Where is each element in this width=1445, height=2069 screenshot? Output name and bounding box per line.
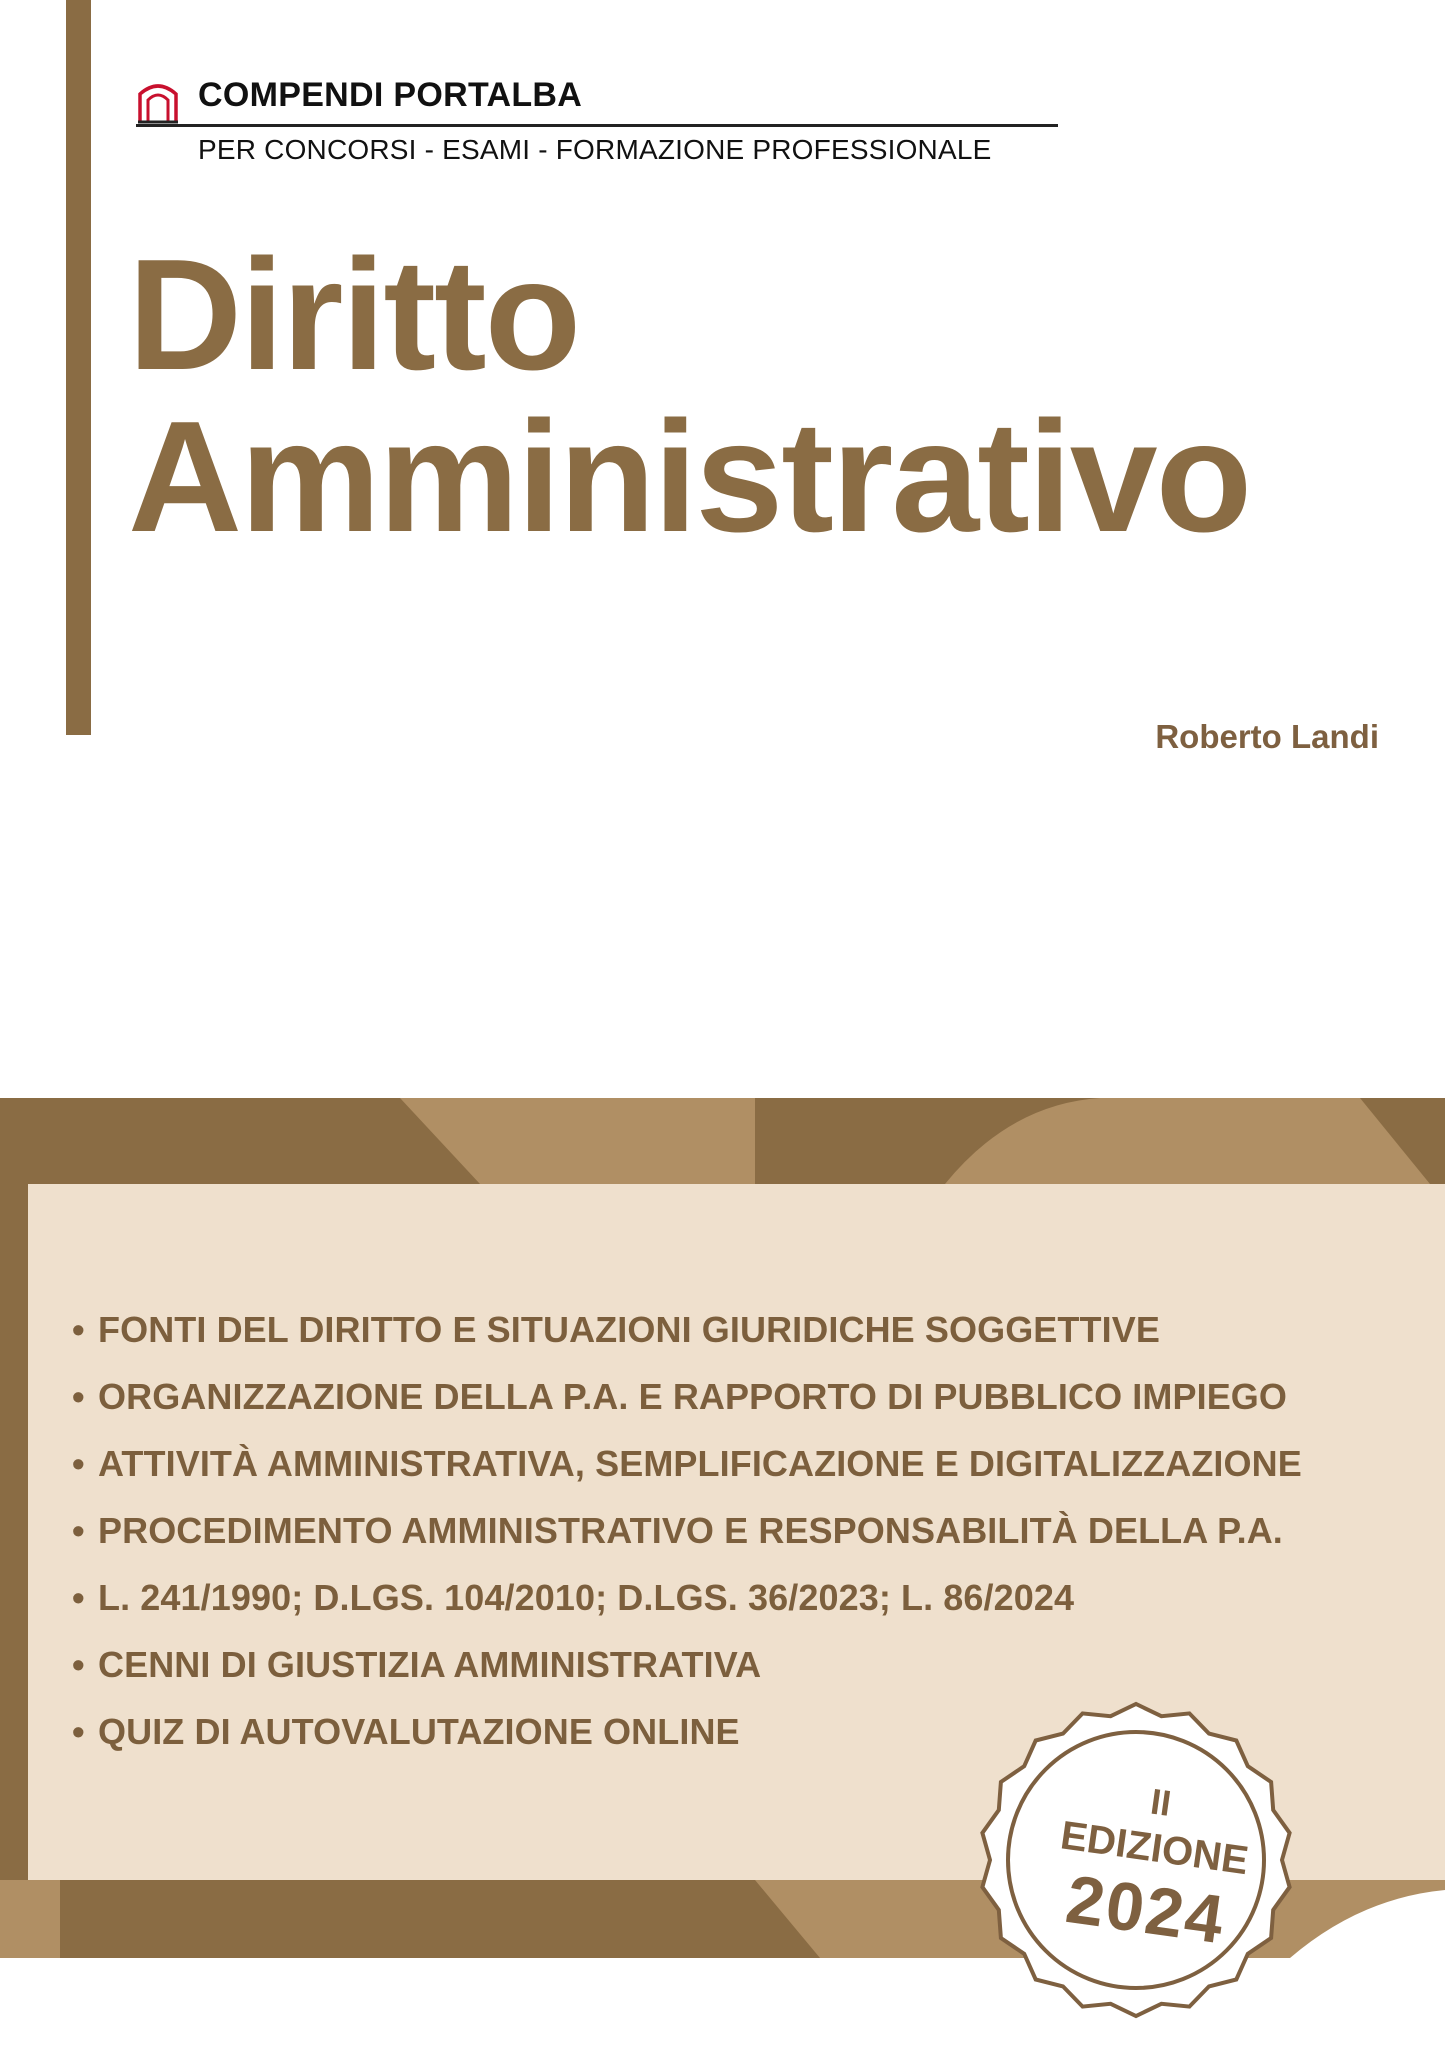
topics-list [72,1296,1302,1765]
book-title-line-2: Amministrativo [128,389,1251,565]
topic-text: ATTIVITÀ AMMINISTRATIVA, SEMPLIFICAZIONE E DIGITALIZZAZIONE [98,1443,1302,1484]
publisher-name: COMPENDI PORTALBA [198,76,583,114]
list-item [72,1631,1302,1698]
bullet: • [72,1510,85,1551]
topic-text: ORGANIZZAZIONE DELLA P.A. E RAPPORTO DI PUBBLICO IMPIEGO [98,1376,1288,1417]
edition-label: EDIZIONE [1057,1813,1252,1884]
publisher-tagline: PER CONCORSI - ESAMI - FORMAZIONE PROFESSIONALE [198,134,992,165]
edition-year: 2024 [1061,1860,1230,1959]
edition-seal [988,1760,1313,2000]
header-divider [136,124,1058,127]
topic-text: CENNI DI GIUSTIZIA AMMINISTRATIVA [98,1644,762,1685]
edition-number: II [1148,1780,1174,1824]
list-item [72,1497,1302,1564]
bullet: • [72,1711,85,1752]
side-accent-bar [66,0,91,735]
topic-text: QUIZ DI AUTOVALUTAZIONE ONLINE [98,1711,740,1752]
list-item [72,1564,1302,1631]
bullet: • [72,1644,85,1685]
bullet: • [72,1376,85,1417]
list-item [72,1296,1302,1363]
topic-text: PROCEDIMENTO AMMINISTRATIVO E RESPONSABILITÀ DELLA P.A. [98,1510,1283,1551]
topic-text: L. 241/1990; D.LGS. 104/2010; D.LGS. 36/2023; L. 86/2024 [98,1577,1075,1618]
list-item [72,1430,1302,1497]
bullet: • [72,1577,85,1618]
book-arch-icon [136,76,180,126]
bullet: • [72,1309,85,1350]
author-name: Roberto Landi [1155,718,1379,755]
list-item [72,1363,1302,1430]
book-title-line-1: Diritto [128,227,580,403]
bullet: • [72,1443,85,1484]
topic-text: FONTI DEL DIRITTO E SITUAZIONI GIURIDICHE SOGGETTIVE [98,1309,1160,1350]
